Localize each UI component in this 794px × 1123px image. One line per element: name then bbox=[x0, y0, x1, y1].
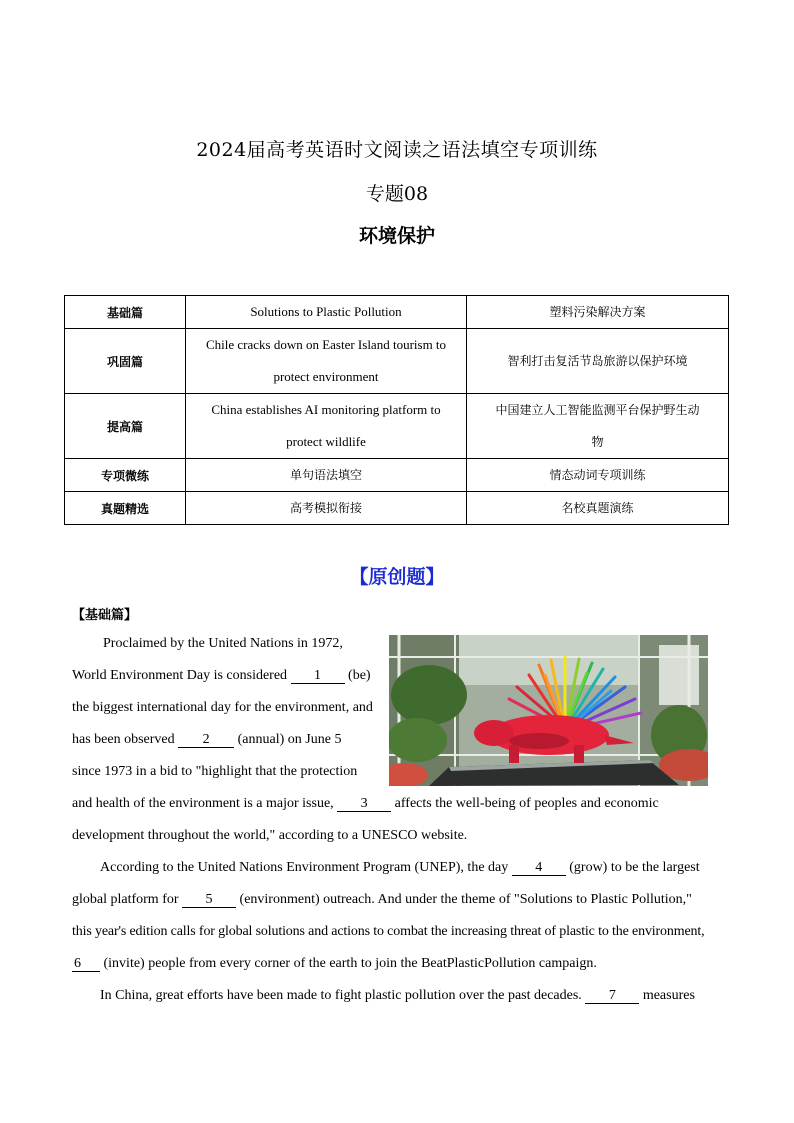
passage-line bbox=[72, 892, 692, 908]
blank-3[interactable]: 3 bbox=[337, 797, 391, 812]
overview-table bbox=[64, 295, 729, 525]
table-row bbox=[65, 459, 729, 492]
passage-line: this year's edition calls for global solutions and actions to combat the increasing threat of plastic to the environment, bbox=[72, 924, 705, 939]
passage-line bbox=[72, 732, 341, 748]
level-cell: 提高篇 bbox=[65, 394, 186, 459]
level-cell: 真题精选 bbox=[65, 492, 186, 525]
passage-line bbox=[100, 860, 700, 876]
topic-name: 环境保护 bbox=[358, 225, 435, 247]
chinese-cell: 智利打击复活节岛旅游以保护环境 bbox=[467, 329, 729, 394]
chinese-cell: 塑料污染解决方案 bbox=[467, 296, 729, 329]
english-cell-line: China establishes AI monitoring platform to bbox=[211, 402, 441, 417]
blank-2[interactable]: 2 bbox=[178, 733, 234, 748]
table-row bbox=[65, 394, 729, 459]
passage-text: (environment) outreach. And under the theme of "Solutions to Plastic Pollution," bbox=[239, 892, 692, 907]
english-cell: 高考模拟衔接 bbox=[186, 492, 467, 525]
english-cell: 单句语法填空 bbox=[186, 459, 467, 492]
passage-text: According to the United Nations Environment Program (UNEP), the day bbox=[100, 860, 512, 875]
document-title: 2024届高考英语时文阅读之语法填空专项训练 bbox=[196, 139, 598, 161]
passage-line: the biggest international day for the environment, and bbox=[72, 700, 373, 715]
blank-7[interactable]: 7 bbox=[585, 989, 639, 1004]
passage-text: global platform for bbox=[72, 892, 183, 907]
section-heading: 【原创题】 bbox=[349, 566, 445, 588]
passage-text: affects the well-being of peoples and economic bbox=[394, 796, 659, 811]
table-row bbox=[65, 492, 729, 525]
passage-text: (annual) on June 5 bbox=[237, 732, 342, 747]
blank-5[interactable]: 5 bbox=[182, 893, 236, 908]
passage-text: (grow) to be the largest bbox=[569, 860, 700, 875]
chinese-cell: 名校真题演练 bbox=[467, 492, 729, 525]
passage-text: measures bbox=[642, 988, 695, 1003]
english-cell-line: protect wildlife bbox=[286, 434, 366, 449]
sub-heading: 【基础篇】 bbox=[72, 608, 138, 623]
passage-line bbox=[72, 668, 371, 684]
english-cell bbox=[186, 394, 467, 459]
table-row bbox=[65, 329, 729, 394]
chinese-cell-line: 中国建立人工智能监测平台保护野生动 bbox=[495, 403, 700, 417]
passage-text: In China, great efforts have been made to fight plastic pollution over the past decades. bbox=[100, 988, 586, 1003]
passage-text: (be) bbox=[348, 668, 371, 683]
passage-line: Proclaimed by the United Nations in 1972, bbox=[103, 636, 343, 651]
english-cell-line: Chile cracks down on Easter Island tourism to bbox=[205, 337, 447, 352]
blank-4[interactable]: 4 bbox=[512, 861, 566, 876]
english-cell bbox=[186, 329, 467, 394]
passage-line: development throughout the world," according to a UNESCO website. bbox=[72, 828, 468, 843]
passage-line bbox=[72, 956, 597, 972]
english-cell-line: protect environment bbox=[273, 369, 379, 384]
blank-6[interactable]: 6 bbox=[72, 957, 100, 972]
blank-1[interactable]: 1 bbox=[291, 669, 345, 684]
chinese-cell bbox=[467, 394, 729, 459]
passage-text: (invite) people from every corner of the earth to join the BeatPlasticPollution campaign. bbox=[103, 956, 597, 971]
table-row bbox=[65, 296, 729, 329]
level-cell: 基础篇 bbox=[65, 296, 186, 329]
passage-text: World Environment Day is considered bbox=[72, 668, 291, 683]
level-cell: 巩固篇 bbox=[65, 329, 186, 394]
topic-number: 专题08 bbox=[365, 183, 429, 205]
chinese-cell-line: 物 bbox=[591, 435, 604, 449]
passage-line: since 1973 in a bid to "highlight that the protection bbox=[72, 764, 358, 779]
passage-text: has been observed bbox=[72, 732, 179, 747]
rainbow-sculpture-image bbox=[389, 635, 708, 786]
level-cell: 专项微练 bbox=[65, 459, 186, 492]
passage-text: and health of the environment is a major issue, bbox=[72, 796, 338, 811]
passage-line bbox=[72, 796, 659, 812]
english-cell: Solutions to Plastic Pollution bbox=[186, 296, 467, 329]
chinese-cell: 情态动词专项训练 bbox=[467, 459, 729, 492]
passage-line bbox=[100, 988, 695, 1004]
